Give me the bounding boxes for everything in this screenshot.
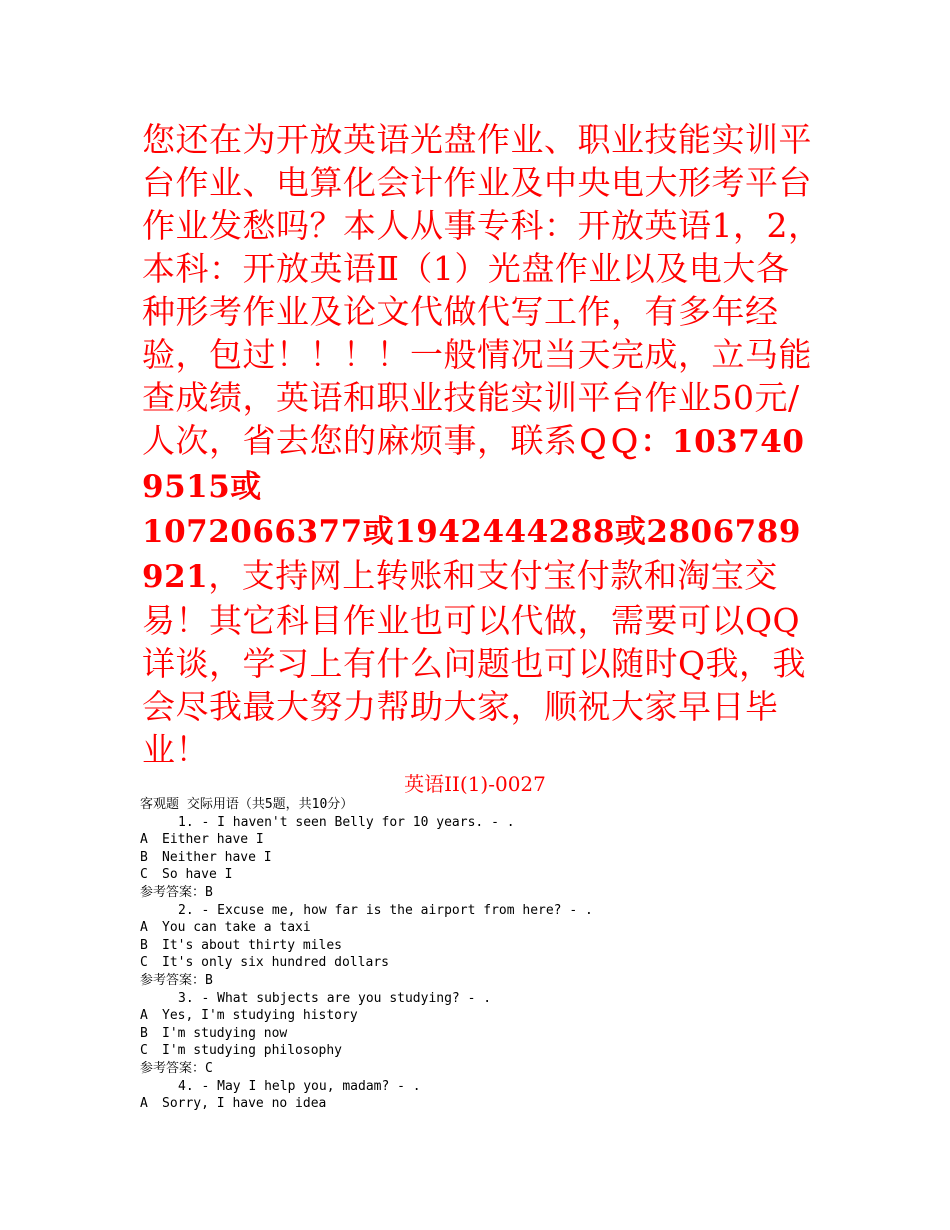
question-block (140, 1078, 860, 1113)
qq-numbers-line2: 1072066377或1942444288或2806789921 (142, 514, 801, 595)
answer-value: B (205, 972, 213, 988)
option-letter: A (140, 920, 148, 936)
option-item (140, 919, 860, 937)
option-text: It's about thirty miles (162, 937, 343, 953)
answer-line (140, 884, 860, 902)
ad-body-end: ，支持网上转账和支付宝付款和淘宝交易！其它科目作业也可以代做，需要可以QQ详谈，学习上有什么问题也可以随时Q我，我会尽我最大努力帮助大家，顺祝大家早日毕业！ (142, 556, 807, 769)
question-text: 3. - What subjects are you studying? - . (178, 990, 492, 1006)
quiz-content (140, 796, 860, 1113)
option-letter: B (140, 937, 148, 953)
option-text: It's only six hundred dollars (162, 955, 389, 971)
option-letter: B (140, 1025, 148, 1041)
question-block (140, 990, 860, 1078)
option-item (140, 1095, 860, 1113)
option-text: I'm studying now (162, 1025, 288, 1041)
answer-line (140, 1060, 860, 1078)
answer-label: 参考答案： (140, 972, 206, 988)
answer-value: B (205, 884, 213, 900)
qq-label: ＱＱ： (577, 424, 672, 460)
answer-value: C (205, 1060, 213, 1076)
option-item (140, 866, 860, 884)
option-text: Neither have I (162, 849, 272, 865)
answer-label: 参考答案： (140, 884, 206, 900)
question-text: 1. - I haven't seen Belly for 10 years. - . (178, 814, 515, 830)
answer-line (140, 972, 860, 990)
option-item (140, 1042, 860, 1060)
option-text: Either have I (162, 832, 264, 848)
answer-label: 参考答案： (140, 1060, 206, 1076)
question-text: 2. - Excuse me, how far is the airport from here? - . (178, 902, 593, 918)
option-item (140, 1007, 860, 1025)
ad-body-start: 您还在为开放英语光盘作业、职业技能实训平台作业、电算化会计作业及中央电大形考平台作业发愁吗？本人从事专科：开放英语1，2，本科：开放英语Ⅱ（1）光盘作业以及电大各种形考作业及论文代做代写工作，有多年经验，包过！！！！一般情况当天完成，立马能查成绩，英语和职业技能实训平台作业50元/人次，省去您的麻烦事，联系 (142, 120, 822, 460)
option-text: Sorry, I have no idea (162, 1096, 327, 1112)
option-item (140, 937, 860, 955)
option-letter: A (140, 1096, 148, 1112)
qq-numbers-line1: 1037409515或 (142, 424, 805, 505)
option-letter: A (140, 1008, 148, 1024)
option-letter: C (140, 955, 148, 971)
option-letter: A (140, 832, 148, 848)
option-item (140, 954, 860, 972)
section-header: 客观题 交际用语（共5题，共10分） (140, 797, 354, 812)
question-text: 4. - May I help you, madam? - . (178, 1078, 421, 1094)
advertisement-text (142, 118, 822, 771)
option-text: Yes, I'm studying history (162, 1008, 358, 1024)
option-item (140, 831, 860, 849)
option-item (140, 1025, 860, 1043)
document-title: 英语II(1)-0027 (404, 772, 546, 796)
option-letter: B (140, 849, 148, 865)
question-block (140, 814, 860, 902)
question-block (140, 902, 860, 990)
option-item (140, 849, 860, 867)
option-text: You can take a taxi (162, 920, 311, 936)
option-letter: C (140, 1043, 148, 1059)
option-text: So have I (162, 867, 233, 883)
option-text: I'm studying philosophy (162, 1043, 343, 1059)
option-letter: C (140, 867, 148, 883)
